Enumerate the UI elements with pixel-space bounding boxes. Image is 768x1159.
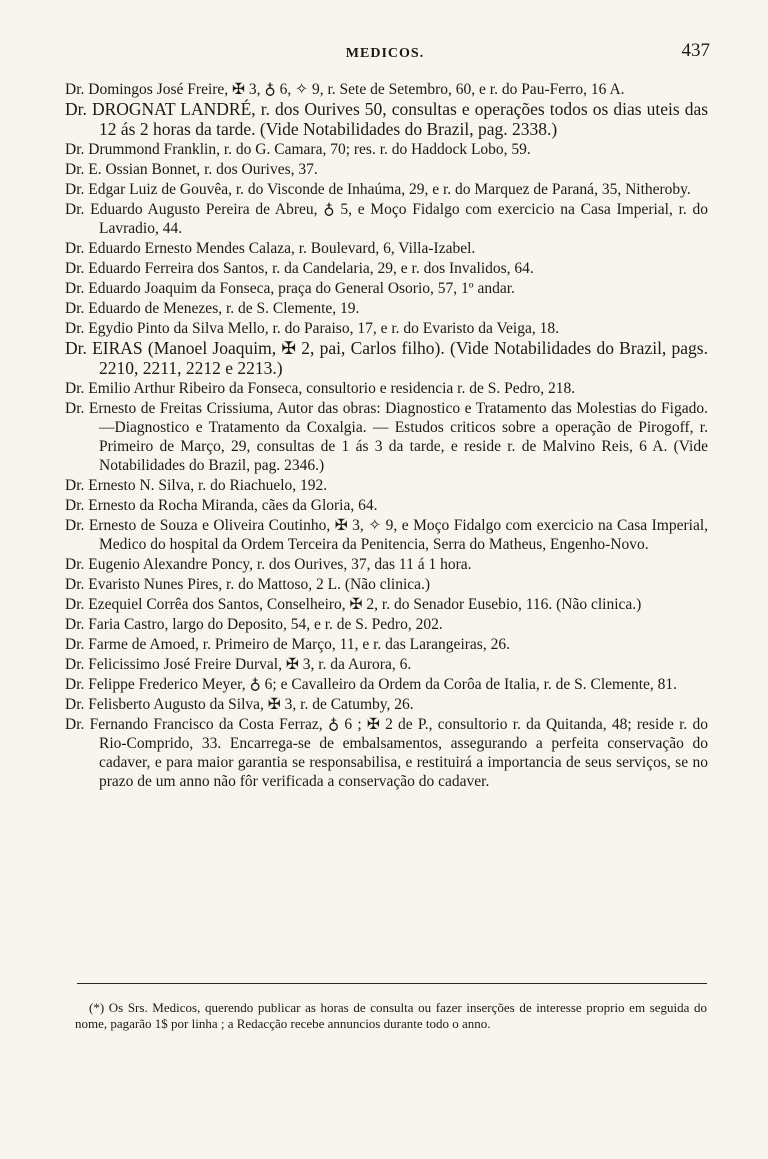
directory-entry bbox=[65, 239, 708, 258]
directory-entry bbox=[65, 695, 708, 714]
entry-details: Conselheiro, ✠ 2, r. do Senador Eusebio, 116. (Não clinica.) bbox=[263, 596, 642, 613]
entry-prefix: Dr. bbox=[65, 596, 89, 613]
entry-name: Felicissimo José Freire Durval, bbox=[88, 656, 282, 673]
entry-name: Ernesto de Souza e Oliveira Coutinho, bbox=[88, 517, 331, 534]
directory-entry bbox=[65, 516, 708, 554]
entry-prefix: Dr. bbox=[65, 636, 89, 653]
entry-name: Egydio Pinto da Silva Mello, bbox=[88, 320, 269, 337]
entry-name: Farme de Amoed, bbox=[88, 636, 199, 653]
entry-details: r. do Mattoso, 2 L. (Não clinica.) bbox=[222, 576, 431, 593]
entry-details: r. do Riachuelo, 192. bbox=[194, 477, 328, 494]
directory-entry bbox=[65, 160, 708, 179]
directory-entry bbox=[65, 595, 708, 614]
entry-prefix: Dr. bbox=[65, 576, 89, 593]
entry-details: largo do Deposito, 54, e r. de S. Pedro, 202. bbox=[168, 616, 443, 633]
entry-details: r. do Visconde de Inhaúma, 29, e r. do Marquez de Paraná, 35, Nitheroby. bbox=[232, 181, 691, 198]
footnote-divider bbox=[77, 983, 707, 984]
entry-name: Felisberto Augusto da Silva, bbox=[88, 696, 264, 713]
entry-prefix: Dr. bbox=[65, 99, 92, 119]
entry-name: Eduardo Ernesto Mendes Calaza, bbox=[88, 240, 295, 257]
directory-entry bbox=[65, 476, 708, 495]
entry-prefix: Dr. bbox=[65, 161, 89, 178]
entry-details: ✠ 3, ♁ 6, ✧ 9, r. Sete de Setembro, 60, e r. do Pau-Ferro, 16 A. bbox=[228, 81, 625, 98]
directory-entry bbox=[65, 615, 708, 634]
entry-details: cães da Gloria, 64. bbox=[257, 497, 378, 514]
footnote: (*) Os Srs. Medicos, querendo publicar as horas de consulta ou fazer inserções de interesse proprio em seguida do nome, pagarão 1$ por linha ; a Redacção recebe annuncios durante todo o anno. bbox=[75, 1000, 707, 1031]
entry-details: ♁ 6; e Cavalleiro da Ordem da Corôa de Italia, r. de S. Clemente, 81. bbox=[245, 676, 678, 693]
entry-details: ✠ 3, r. da Aurora, 6. bbox=[281, 656, 412, 673]
entry-prefix: Dr. bbox=[65, 616, 89, 633]
entry-prefix: Dr. bbox=[65, 260, 89, 277]
entry-prefix: Dr. bbox=[65, 81, 89, 98]
entry-name: Eduardo Joaquim da Fonseca, bbox=[88, 280, 275, 297]
entry-details: ✠ 3, r. de Catumby, 26. bbox=[263, 696, 414, 713]
entry-prefix: Dr. bbox=[65, 181, 89, 198]
page-header bbox=[60, 40, 710, 66]
entry-details: ♁ 6 ; ✠ 2 de P., consultorio r. da Quitanda, 48; reside r. do Rio-Comprido, 33. Encarrega-se de embalsamentos, assegurando a perfeita conservação do cadaver, e para maior garantia se responsabilisa, e restituirá a importancia de seus serviços, se no prazo de um anno não fôr verificada a conservação do cadaver. bbox=[99, 716, 709, 790]
entry-prefix: Dr. bbox=[65, 201, 91, 218]
entry-prefix: Dr. bbox=[65, 240, 89, 257]
directory-entry bbox=[65, 496, 708, 515]
entry-details: r. dos Ourives, 37, das 11 á 1 hora. bbox=[252, 556, 472, 573]
entry-details: r. do Paraiso, 17, e r. do Evaristo da Veiga, 18. bbox=[268, 320, 559, 337]
directory-entry bbox=[65, 399, 708, 475]
entry-name: Ernesto de Freitas Crissiuma, bbox=[88, 400, 274, 417]
entry-name: EIRAS (Manoel Joaquim, bbox=[92, 338, 277, 358]
directory-entry bbox=[65, 299, 708, 318]
page-number: 437 bbox=[681, 40, 710, 61]
entry-details: r. dos Ourives 50, consultas e operações todos os dias uteis das 12 ás 2 horas da tarde. (Vide Notabilidades do Brazil, pag. 2338.) bbox=[99, 99, 709, 139]
entry-prefix: Dr. bbox=[65, 716, 90, 733]
entry-name: Faria Castro, bbox=[88, 616, 169, 633]
entry-details: ♁ 5, e Moço Fidalgo com exercicio na Casa Imperial, r. do Lavradio, 44. bbox=[99, 201, 709, 237]
directory-entry bbox=[65, 339, 708, 378]
entry-name: Edgar Luiz de Gouvêa, bbox=[88, 181, 232, 198]
entry-name: Evaristo Nunes Pires, bbox=[88, 576, 223, 593]
entry-name: Ezequiel Corrêa dos Santos, bbox=[88, 596, 264, 613]
entry-details: r. Primeiro de Março, 11, e r. das Larangeiras, 26. bbox=[198, 636, 510, 653]
entry-prefix: Dr. bbox=[65, 300, 89, 317]
entry-name: E. Ossian Bonnet, bbox=[88, 161, 201, 178]
page-title: MEDICOS. bbox=[345, 46, 425, 61]
directory-entry bbox=[65, 319, 708, 338]
entry-details: praça do General Osorio, 57, 1º andar. bbox=[274, 280, 515, 297]
directory-entry bbox=[65, 379, 708, 398]
entry-details: r. Boulevard, 6, Villa-Izabel. bbox=[294, 240, 476, 257]
directory-entry bbox=[65, 715, 708, 791]
directory-entry bbox=[65, 100, 708, 139]
entry-prefix: Dr. bbox=[65, 656, 89, 673]
directory-entry bbox=[65, 200, 708, 238]
entry-name: Domingos José Freire, bbox=[88, 81, 229, 98]
directory-entry bbox=[65, 259, 708, 278]
directory-entry bbox=[65, 555, 708, 574]
entry-name: Fernando Francisco da Costa Ferraz, bbox=[89, 716, 323, 733]
entry-details: ✠ 3, ✧ 9, e Moço Fidalgo com exercicio na Casa Imperial, Medico do hospital da Ordem Terceira da Penitencia, Serra do Matheus, Engenho-Novo. bbox=[99, 517, 709, 553]
directory-entry bbox=[65, 655, 708, 674]
entry-details: Autor das obras: Diagnostico e Tratamento das Molestias do Figado.—Diagnostico e Tratamento da Coxalgia. — Estudos criticos sobre a operação de Pirogoff, r. Primeiro de Março, 29, consultas de 1 ás 3 da tarde, e reside r. de Malvino Reis, 6 A. (Vide Notabilidades do Brazil, pag. 2346.) bbox=[99, 400, 708, 474]
entry-prefix: Dr. bbox=[65, 141, 89, 158]
entry-name: Eugenio Alexandre Poncy, bbox=[88, 556, 253, 573]
directory-entry bbox=[65, 140, 708, 159]
entry-prefix: Dr. bbox=[65, 477, 89, 494]
entry-name: DROGNAT LANDRÉ, bbox=[91, 99, 256, 119]
entry-name: Emilio Arthur Ribeiro da Fonseca, bbox=[88, 380, 303, 397]
entry-prefix: Dr. bbox=[65, 320, 89, 337]
entry-name: Ernesto N. Silva, bbox=[88, 477, 195, 494]
directory-entry bbox=[65, 575, 708, 594]
directory-entry bbox=[65, 675, 708, 694]
directory-entry bbox=[65, 180, 708, 199]
directory-entry bbox=[65, 80, 708, 99]
entry-prefix: Dr. bbox=[65, 556, 89, 573]
entry-prefix: Dr. bbox=[65, 338, 93, 358]
entry-prefix: Dr. bbox=[65, 380, 89, 397]
entry-name: Eduardo Ferreira dos Santos, bbox=[88, 260, 269, 277]
entry-name: Drummond Franklin, bbox=[88, 141, 220, 158]
directory-entries bbox=[65, 80, 708, 792]
directory-entry bbox=[65, 635, 708, 654]
entry-details: r. da Candelaria, 29, e r. dos Invalidos, 64. bbox=[268, 260, 534, 277]
entry-details: r. dos Ourives, 37. bbox=[200, 161, 318, 178]
entry-prefix: Dr. bbox=[65, 517, 89, 534]
entry-name: Eduardo Augusto Pereira de Abreu, bbox=[90, 201, 318, 218]
entry-details: consultorio e residencia r. de S. Pedro, 218. bbox=[302, 380, 576, 397]
entry-details: r. do G. Camara, 70; res. r. do Haddock Lobo, 59. bbox=[220, 141, 531, 158]
directory-entry bbox=[65, 279, 708, 298]
entry-prefix: Dr. bbox=[65, 280, 89, 297]
entry-name: Eduardo de Menezes, bbox=[88, 300, 223, 317]
entry-prefix: Dr. bbox=[65, 497, 89, 514]
entry-details: r. de S. Clemente, 19. bbox=[222, 300, 360, 317]
entry-name: Felippe Frederico Meyer, bbox=[88, 676, 246, 693]
entry-details: ✠ 2, pai, Carlos filho). (Vide Notabilidades do Brazil, pags. 2210, 2211, 2212 e 2213.) bbox=[99, 338, 708, 378]
entry-prefix: Dr. bbox=[65, 676, 89, 693]
entry-prefix: Dr. bbox=[65, 696, 89, 713]
entry-name: Ernesto da Rocha Miranda, bbox=[88, 497, 258, 514]
entry-prefix: Dr. bbox=[65, 400, 89, 417]
